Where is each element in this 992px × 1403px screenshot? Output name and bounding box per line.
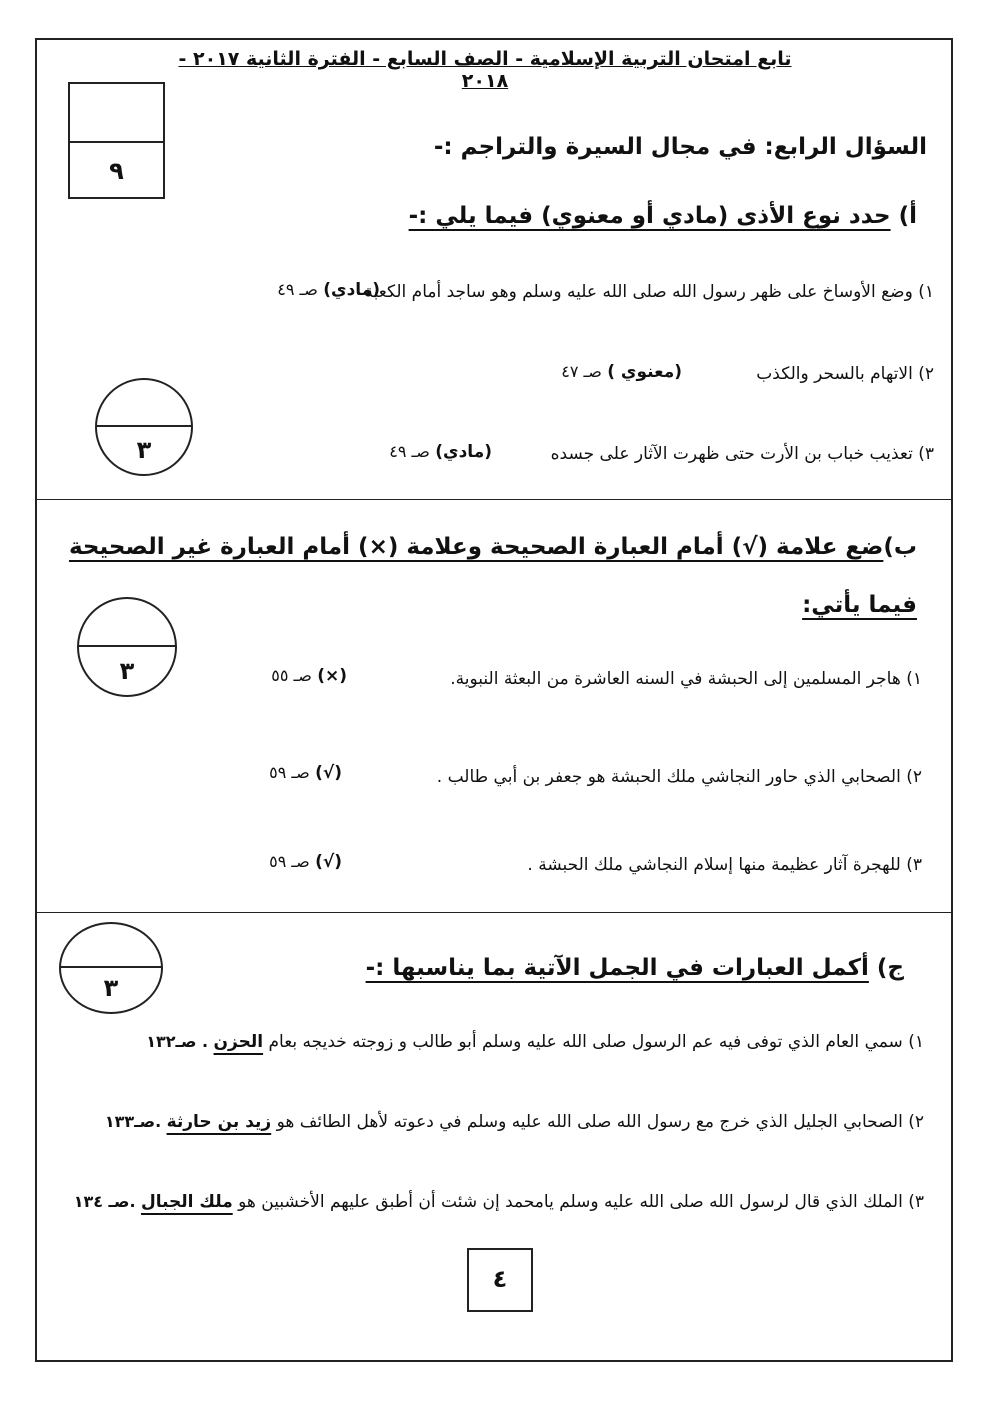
page-header: تابع امتحان التربية الإسلامية - الصف السابع - الفترة الثانية ٢٠١٧ - ٢٠١٨ [178,48,792,92]
score-box-divider [70,141,163,143]
part-a-score-value: ٣ [136,436,152,464]
part-c-instruction: أكمل العبارات في الجمل الآتية بما يناسبها :- [365,955,869,981]
part-b-instruction-line2: فيما يأتي: [802,592,917,618]
part-c-item-1 [146,1032,924,1052]
part-c-label: ج) [876,955,904,981]
item-answer: (√) [315,852,342,872]
part-b-heading-line2 [802,592,917,618]
part-a-item-2-answer [561,362,682,382]
part-a-item-2 [756,364,934,384]
question-title: السؤال الرابع: في مجال السيرة والتراجم :- [433,134,927,160]
item-number: ٣) [918,444,934,464]
total-score-box [68,82,165,199]
item-number: ١) [906,669,922,689]
item-reference: .صـ١٣٣ [104,1112,162,1131]
item-number: ٢) [908,1112,924,1132]
item-reference: صـ ٤٩ [277,280,318,299]
circle-divider [79,645,175,647]
part-a-item-1-answer [277,280,380,300]
part-a-item-3 [551,444,934,464]
item-reference: .صـ ١٣٤ [73,1192,136,1211]
part-c-item-3 [74,1192,924,1212]
part-b-score-value: ٣ [119,657,135,685]
part-a-instruction: حدد نوع الأذى (مادي أو معنوي) فيما يلي :- [408,203,891,229]
page-number: ٤ [467,1248,533,1312]
item-reference: صـ ٤٩ [389,442,430,461]
part-b-instruction-line1: ضع علامة (√) أمام العبارة الصحيحة وعلامة (×) أمام العبارة غير الصحيحة [68,534,884,560]
item-text: تعذيب خباب بن الأرت حتى ظهرت الآثار على جسده [550,444,913,464]
part-c-score-circle [59,922,163,1014]
part-b-item-3 [527,855,922,875]
item-reference: . صـ١٣٢ [146,1032,209,1051]
item-number: ٣) [908,1192,924,1212]
section-divider-2 [35,912,953,913]
item-answer: الحزن [213,1032,264,1052]
item-text: الصحابي الجليل الذي خرج مع رسول الله صلى الله عليه وسلم في دعوته لأهل الطائف هو [276,1112,903,1132]
item-answer: (×) [317,666,347,686]
item-text: الصحابي الذي حاور النجاشي ملك الحبشة هو جعفر بن أبي طالب . [436,767,901,787]
item-number: ١) [908,1032,924,1052]
item-answer: ملك الجبال [140,1192,233,1212]
circle-divider [61,966,161,968]
part-b-heading [69,534,917,560]
part-a-heading [409,203,917,229]
part-b-item-1 [450,669,922,689]
part-a-score-circle [95,378,193,476]
part-a-label: أ) [898,203,917,229]
item-text: الاتهام بالسحر والكذب [756,364,913,384]
total-score-value: ٩ [109,157,124,185]
item-text: هاجر المسلمين إلى الحبشة في السنه العاشرة من البعثة النبوية. [450,669,901,689]
item-answer: (مادي) [323,280,380,300]
item-answer: (مادي) [435,442,492,462]
item-number: ٣) [906,855,922,875]
item-answer: (معنوي ) [607,362,682,382]
item-number: ٢) [906,767,922,787]
part-a-item-3-answer [389,442,492,462]
page-frame [35,38,953,1362]
item-text: سمي العام الذي توفى فيه عم الرسول صلى الله عليه وسلم أبو طالب و زوجته خديجه بعام [268,1032,903,1052]
item-text: للهجرة آثار عظيمة منها إسلام النجاشي ملك الحبشة . [527,855,901,875]
part-b-item-3-answer [269,852,342,872]
item-text: الملك الذي قال لرسول الله صلى الله عليه وسلم يامحمد إن شئت أن أطبق عليهم الأخشبين هو [238,1192,903,1212]
item-answer: زيد بن حارثة [166,1112,272,1132]
item-reference: صـ ٥٥ [271,666,312,685]
item-answer: (√) [315,763,342,783]
item-number: ٢) [918,364,934,384]
part-a-item-1 [365,282,934,302]
circle-divider [97,425,191,427]
item-reference: صـ ٥٩ [269,852,310,871]
section-divider-1 [35,499,953,500]
item-reference: صـ ٥٩ [269,763,310,782]
part-c-score-value: ٣ [103,974,119,1002]
part-c-item-2 [105,1112,924,1132]
part-b-item-2-answer [269,763,342,783]
part-c-heading [366,955,904,981]
part-b-item-1-answer [271,666,347,686]
item-number: ١) [918,282,934,302]
part-b-item-2 [437,767,922,787]
item-text: وضع الأوساخ على ظهر رسول الله صلى الله عليه وسلم وهو ساجد أمام الكعبة [364,282,913,302]
part-b-score-circle [77,597,177,697]
part-b-label: ب) [883,534,917,560]
item-reference: صـ ٤٧ [561,362,602,381]
